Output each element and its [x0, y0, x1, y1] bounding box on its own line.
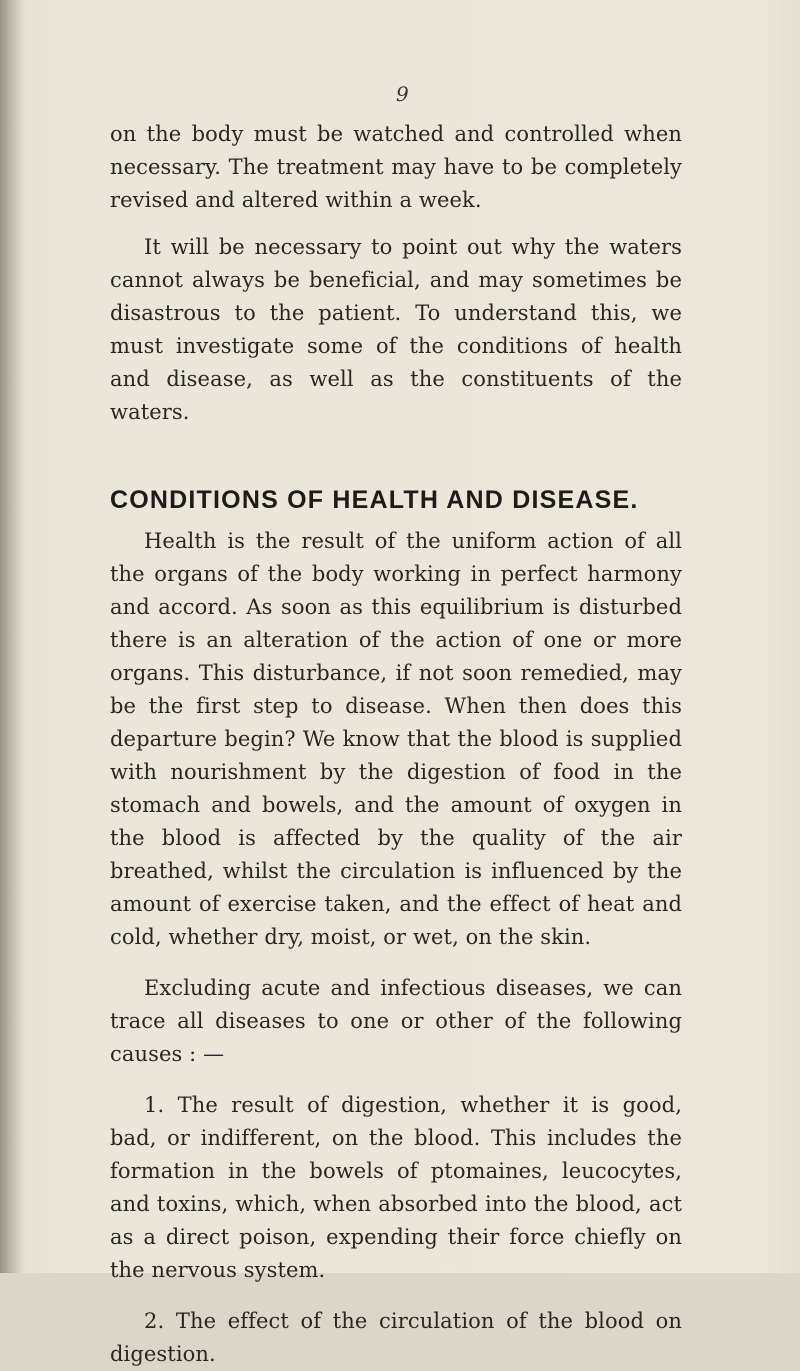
paragraph-waters: It will be necessary to point out why the waters cannot always be beneficial, and may sometimes be disastrous to the patient. To understand this, we must investigate some of the conditions of health and disease, as well as the constituents of the waters.	[110, 235, 682, 424]
paragraph-causes-intro: Excluding acute and infectious diseases, we can trace all diseases to one or other of the following causes : —	[110, 976, 682, 1066]
page-body	[110, 118, 682, 1371]
list-item	[110, 1089, 682, 1287]
list-item	[110, 1305, 682, 1371]
paragraph-health: Health is the result of the uniform action of all the organs of the body working in perfect harmony and accord. As soon as this equilibrium is disturbed there is an alteration of the action of one or more organs. This disturbance, if not soon remedied, may be the first step to disease. When then does this departure begin? We know that the blood is supplied with nourishment by the digestion of food in the stomach and bowels, and the amount of oxygen in the blood is affected by the quality of the air breathed, whilst the circulation is influenced by the amount of exercise taken, and the effect of heat and cold, whether dry, moist, or wet, on the skin.	[110, 529, 682, 949]
section-heading: CONDITIONS OF HEALTH AND DISEASE.	[110, 486, 639, 514]
list-item-text: 1. The result of digestion, whether it is good, bad, or indifferent, on the blood. This includes the formation in the bowels of ptomaines, leucocytes, and toxins, which, when absorbed into the blood, act as a direct poison, expending their force chiefly on the nervous system.	[110, 1093, 682, 1282]
page-gutter-shadow	[0, 0, 22, 1273]
paragraph-continuation: on the body must be watched and controlled when necessary. The treatment may have to be completely revised and altered within a week.	[110, 122, 682, 212]
page-number: 9	[396, 82, 409, 106]
list-item-text: 2. The effect of the circulation of the blood on digestion.	[110, 1309, 682, 1366]
